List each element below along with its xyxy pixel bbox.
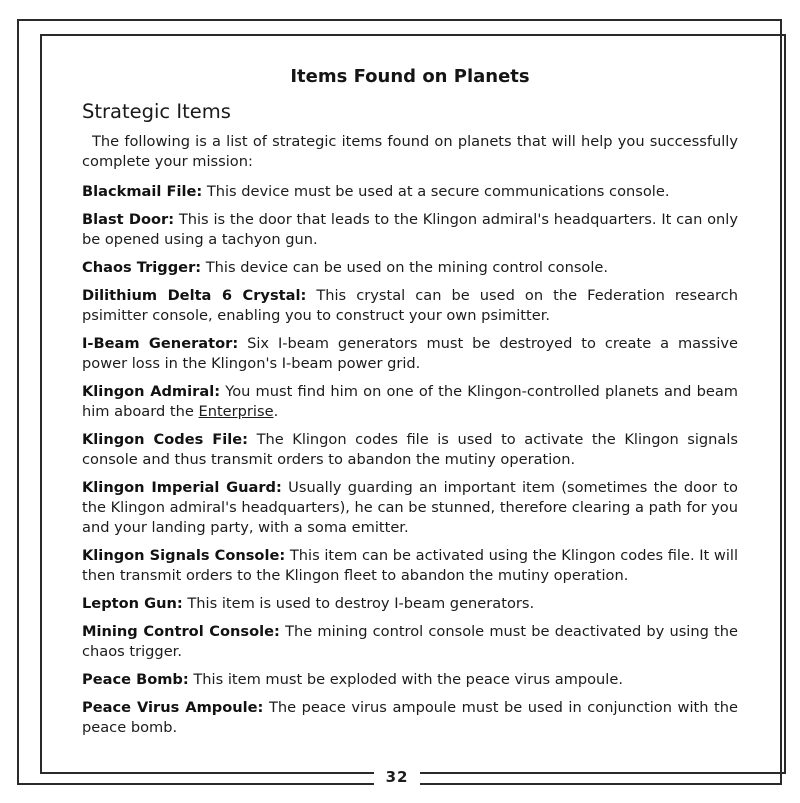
item-term: Klingon Imperial Guard:: [82, 479, 282, 496]
item-entry: [82, 622, 738, 662]
item-description: This device must be used at a secure communications console.: [206, 183, 670, 200]
item-entry: [82, 478, 738, 538]
page-title: Items Found on Planets: [290, 66, 530, 87]
item-term: Lepton Gun:: [82, 595, 183, 612]
item-term: Klingon Codes File:: [82, 431, 249, 448]
item-term: Dilithium Delta 6 Crystal:: [82, 287, 307, 304]
item-description: This item must be exploded with the peace virus ampoule.: [193, 671, 623, 688]
page-number: 32: [374, 767, 420, 787]
item-entry: [82, 210, 738, 250]
item-term: Klingon Signals Console:: [82, 547, 286, 564]
item-entry: [82, 382, 738, 422]
item-description: The mining control console must be deactivated by using the chaos trigger.: [82, 623, 738, 660]
item-description: This crystal can be used on the Federation research psimitter console, enabling you to construct your own psimitter.: [82, 287, 738, 324]
item-term: Blackmail File:: [82, 183, 203, 200]
item-entry: [82, 594, 738, 614]
item-entry: [82, 670, 738, 690]
item-description-end: .: [273, 403, 279, 420]
item-description: The Klingon codes file is used to activate the Klingon signals console and thus transmit orders to abandon the mutiny operation.: [82, 431, 739, 468]
item-term: Chaos Trigger:: [82, 259, 202, 276]
item-description: Six I-beam generators must be destroyed to create a massive power loss in the Klingon's I-beam power grid.: [82, 335, 738, 372]
item-term: I-Beam Generator:: [82, 335, 239, 352]
item-description: This is the door that leads to the Klingon admiral's headquarters. It can only be opened using a tachyon gun.: [82, 211, 738, 248]
section-title: Strategic Items: [82, 100, 231, 123]
item-description: You must find him on one of the Klingon-controlled planets and beam him aboard the: [82, 383, 738, 420]
item-description: This item can be activated using the Klingon codes file. It will then transmit orders to the Klingon fleet to abandon the mutiny operation.: [82, 547, 739, 584]
page-content: [82, 64, 738, 746]
item-description: This device can be used on the mining control console.: [205, 259, 609, 276]
item-term: Blast Door:: [82, 211, 175, 228]
item-entry: [82, 546, 738, 586]
item-entry: [82, 430, 738, 470]
intro-paragraph: The following is a list of strategic items found on planets that will help you successfully complete your mission:: [82, 133, 738, 170]
item-term: Peace Bomb:: [82, 671, 189, 688]
item-description: The peace virus ampoule must be used in conjunction with the peace bomb.: [82, 699, 738, 736]
item-description: Usually guarding an important item (sometimes the door to the Klingon admiral's headquarters), he can be stunned, therefore clearing a path for you and your landing party, with a soma emitter.: [82, 479, 738, 536]
item-description: This item is used to destroy I-beam generators.: [187, 595, 535, 612]
item-entry: [82, 334, 738, 374]
item-term: Mining Control Console:: [82, 623, 280, 640]
ship-name-enterprise: Enterprise: [198, 403, 274, 420]
item-entry: [82, 258, 738, 278]
item-term: Klingon Admiral:: [82, 383, 221, 400]
item-entry: [82, 698, 738, 738]
item-entry: [82, 182, 738, 202]
item-term: Peace Virus Ampoule:: [82, 699, 264, 716]
item-entry: [82, 286, 738, 326]
